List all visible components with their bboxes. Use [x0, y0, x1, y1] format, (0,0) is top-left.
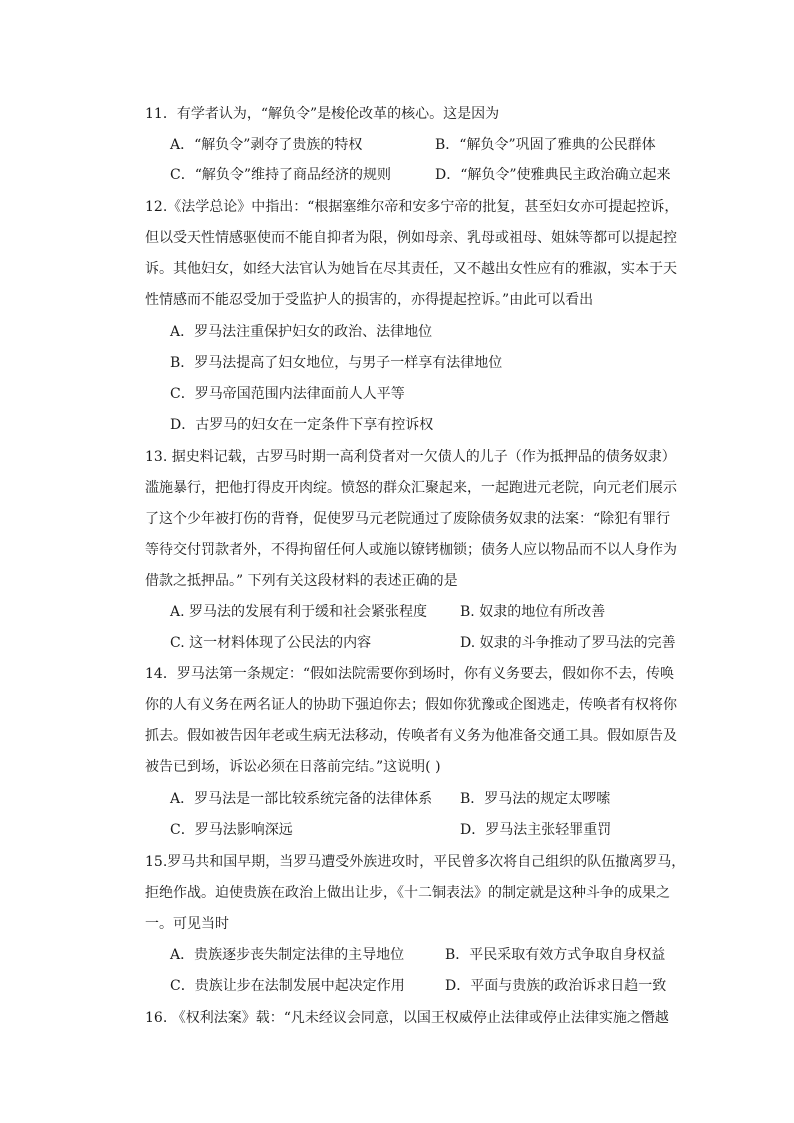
q12-stem-line-1: 12.《法学总论》中指出：“根据塞维尔帝和安多宁帝的批复，甚至妇女亦可提起控诉， [145, 199, 679, 215]
q11-option-b: B．“解负令”巩固了雅典的公民群体 [435, 137, 656, 153]
q14-option-c: C．罗马法影响深远 [170, 822, 293, 838]
q13-stem-line-2: 滥施暴行，把他打得皮开肉绽。愤怒的群众汇聚起来，一起跑进元老院，向元老们展示 [145, 480, 677, 496]
q13-option-d: D. 奴隶的斗争推动了罗马法的完善 [460, 635, 676, 651]
q14-stem-line-2: 你的人有义务在两名证人的协助下强迫你去；假如你犹豫或企图逃走，传唤者有权将你 [145, 697, 677, 713]
q15-option-c: C．贵族让步在法制发展中起决定作用 [170, 978, 405, 994]
q15-option-a: A．贵族逐步丧失制定法律的主导地位 [170, 947, 405, 963]
q13-option-c: C. 这一材料体现了公民法的内容 [170, 635, 372, 651]
q13-stem-line-4: 等待交付罚款者外，不得拘留任何人或施以镣铐枷锁；债务人应以物品而不以人身作为 [145, 542, 677, 558]
q12-option-a: A．罗马法注重保护妇女的政治、法律地位 [170, 324, 433, 340]
q16-stem-line-1: 16. 《权利法案》载：“凡未经议会同意，以国王权威停止法律或停止法律实施之僭越 [145, 1010, 669, 1026]
q13-option-b: B. 奴隶的地位有所改善 [460, 604, 606, 620]
q15-stem-line-3: 一。可见当时 [145, 916, 229, 932]
q11-option-a: A．“解负令”剥夺了贵族的特权 [170, 137, 363, 153]
q13-stem-line-1: 13. 据史料记载，古罗马时期一高利贷者对一欠债人的儿子（作为抵押品的债务奴隶） [145, 449, 676, 465]
q14-option-a: A．罗马法是一部比较系统完备的法律体系 [170, 791, 433, 807]
q12-option-b: B．罗马法提高了妇女地位，与男子一样享有法律地位 [170, 355, 503, 371]
q14-option-b: B．罗马法的规定太啰嗦 [460, 791, 611, 807]
q13-option-a: A. 罗马法的发展有利于缓和社会紧张程度 [170, 604, 428, 620]
q15-option-d: D．平面与贵族的政治诉求日趋一致 [445, 978, 667, 994]
q15-stem-line-1: 15.罗马共和国早期，当罗马遭受外族进攻时，平民曾多次将自己组织的队伍撤离罗马， [145, 854, 686, 870]
q12-stem-line-2: 但以受天性情感驱使而不能自抑者为限，例如母亲、乳母或祖母、姐妹等都可以提起控 [145, 230, 677, 246]
q12-stem-line-4: 性情感而不能忍受加于受监护人的损害的，亦得提起控诉。”由此可以看出 [145, 292, 594, 308]
q13-stem-line-3: 了这个少年被打伤的背脊，促使罗马元老院通过了废除债务奴隶的法案：“除犯有罪行 [145, 511, 671, 527]
q12-option-c: C．罗马帝国范围内法律面前人人平等 [170, 386, 405, 402]
q11-option-d: D．“解负令”使雅典民主政治确立起来 [435, 167, 671, 183]
q12-stem-line-3: 诉。其他妇女，如经大法官认为她旨在尽其责任，又不越出女性应有的雅淑，实本于天 [145, 261, 677, 277]
q12-option-d: D．古罗马的妇女在一定条件下享有控诉权 [170, 417, 434, 433]
q15-option-b: B．平民采取有效方式争取自身权益 [445, 947, 666, 963]
q15-stem-line-2: 拒绝作战。迫使贵族在政治上做出让步，《十二铜表法》的制定就是这种斗争的成果之 [145, 885, 670, 901]
q14-stem-line-4: 被告已到场，诉讼必须在日落前完结。”这说明( ) [145, 759, 441, 775]
q14-stem-line-1: 14．罗马法第一条规定：“假如法院需要你到场时，你有义务要去，假如你不去，传唤 [145, 666, 674, 682]
q13-stem-line-5: 借款之抵押品。” 下列有关这段材料的表述正确的是 [145, 573, 458, 589]
q14-stem-line-3: 抓去。假如被告因年老或生病无法移动，传唤者有义务为他准备交通工具。假如原告及 [145, 728, 677, 744]
q14-option-d: D．罗马法主张轻罪重罚 [460, 822, 612, 838]
q11-option-c: C．“解负令”维持了商品经济的规则 [170, 167, 392, 183]
q11-stem-line-1: 11．有学者认为，“解负令”是梭伦改革的核心。这是因为 [145, 106, 500, 122]
